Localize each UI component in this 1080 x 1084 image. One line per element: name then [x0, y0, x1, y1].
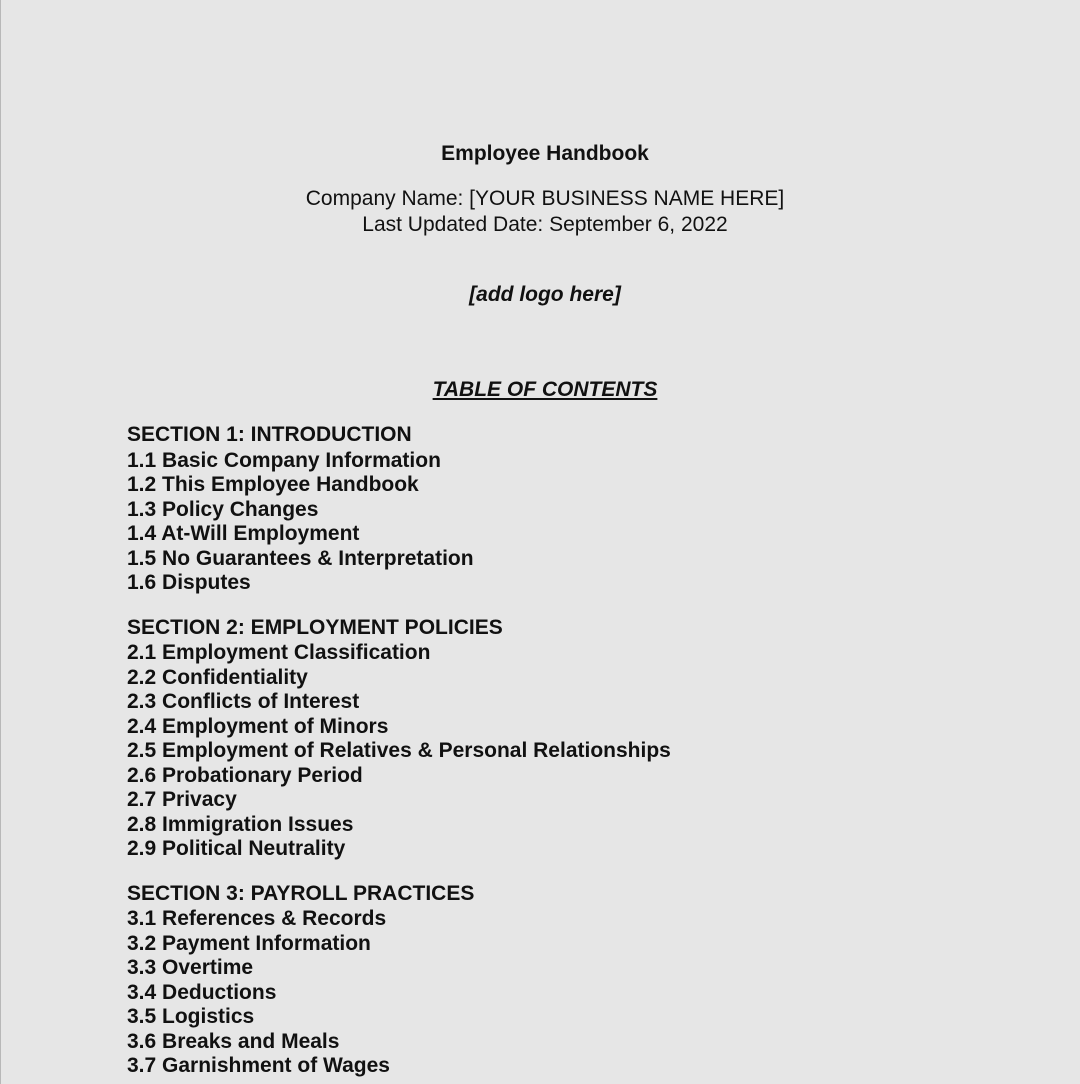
toc-item: 1.1 Basic Company Information	[127, 448, 441, 472]
toc-item: 2.5 Employment of Relatives & Personal Relationships	[127, 739, 671, 762]
table-of-contents	[127, 423, 671, 1084]
toc-item: 1.5 No Guarantees & Interpretation	[127, 546, 474, 570]
toc-section-2	[127, 616, 671, 862]
logo-placeholder: [add logo here]	[469, 283, 621, 306]
toc-item: 2.7 Privacy	[127, 788, 237, 811]
toc-section-title: SECTION 2: EMPLOYMENT POLICIES	[127, 615, 503, 639]
toc-item: 2.1 Employment Classification	[127, 641, 431, 664]
toc-section-title: SECTION 3: PAYROLL PRACTICES	[127, 881, 475, 905]
last-updated-line: Last Updated Date: September 6, 2022	[362, 213, 728, 236]
toc-item: 2.4 Employment of Minors	[127, 714, 389, 738]
toc-item: 3.6 Breaks and Meals	[127, 1029, 340, 1053]
toc-section-title: SECTION 1: INTRODUCTION	[127, 423, 412, 446]
toc-item: 3.3 Overtime	[127, 956, 254, 979]
toc-item: 1.6 Disputes	[127, 571, 251, 594]
toc-item: 1.2 This Employee Handbook	[127, 473, 419, 496]
toc-item: 3.1 References & Records	[127, 907, 387, 930]
toc-item: 3.4 Deductions	[127, 980, 277, 1004]
toc-item: 1.3 Policy Changes	[127, 497, 319, 521]
toc-section-3	[127, 882, 671, 1079]
toc-item: 3.7 Garnishment of Wages	[127, 1054, 390, 1077]
toc-section-1	[127, 423, 671, 596]
toc-item: 2.3 Conflicts of Interest	[127, 690, 360, 713]
toc-item: 3.5 Logistics	[127, 1005, 255, 1028]
toc-item: 2.9 Political Neutrality	[127, 837, 346, 860]
toc-item: 1.4 At-Will Employment	[127, 522, 360, 545]
table-of-contents-heading: TABLE OF CONTENTS	[432, 378, 658, 401]
toc-item: 3.2 Payment Information	[127, 931, 371, 955]
toc-item: 2.6 Probationary Period	[127, 763, 363, 787]
document-title: Employee Handbook	[441, 142, 649, 165]
company-name-line: Company Name: [YOUR BUSINESS NAME HERE]	[305, 187, 785, 210]
toc-item: 2.8 Immigration Issues	[127, 812, 354, 836]
toc-item: 2.2 Confidentiality	[127, 665, 308, 689]
